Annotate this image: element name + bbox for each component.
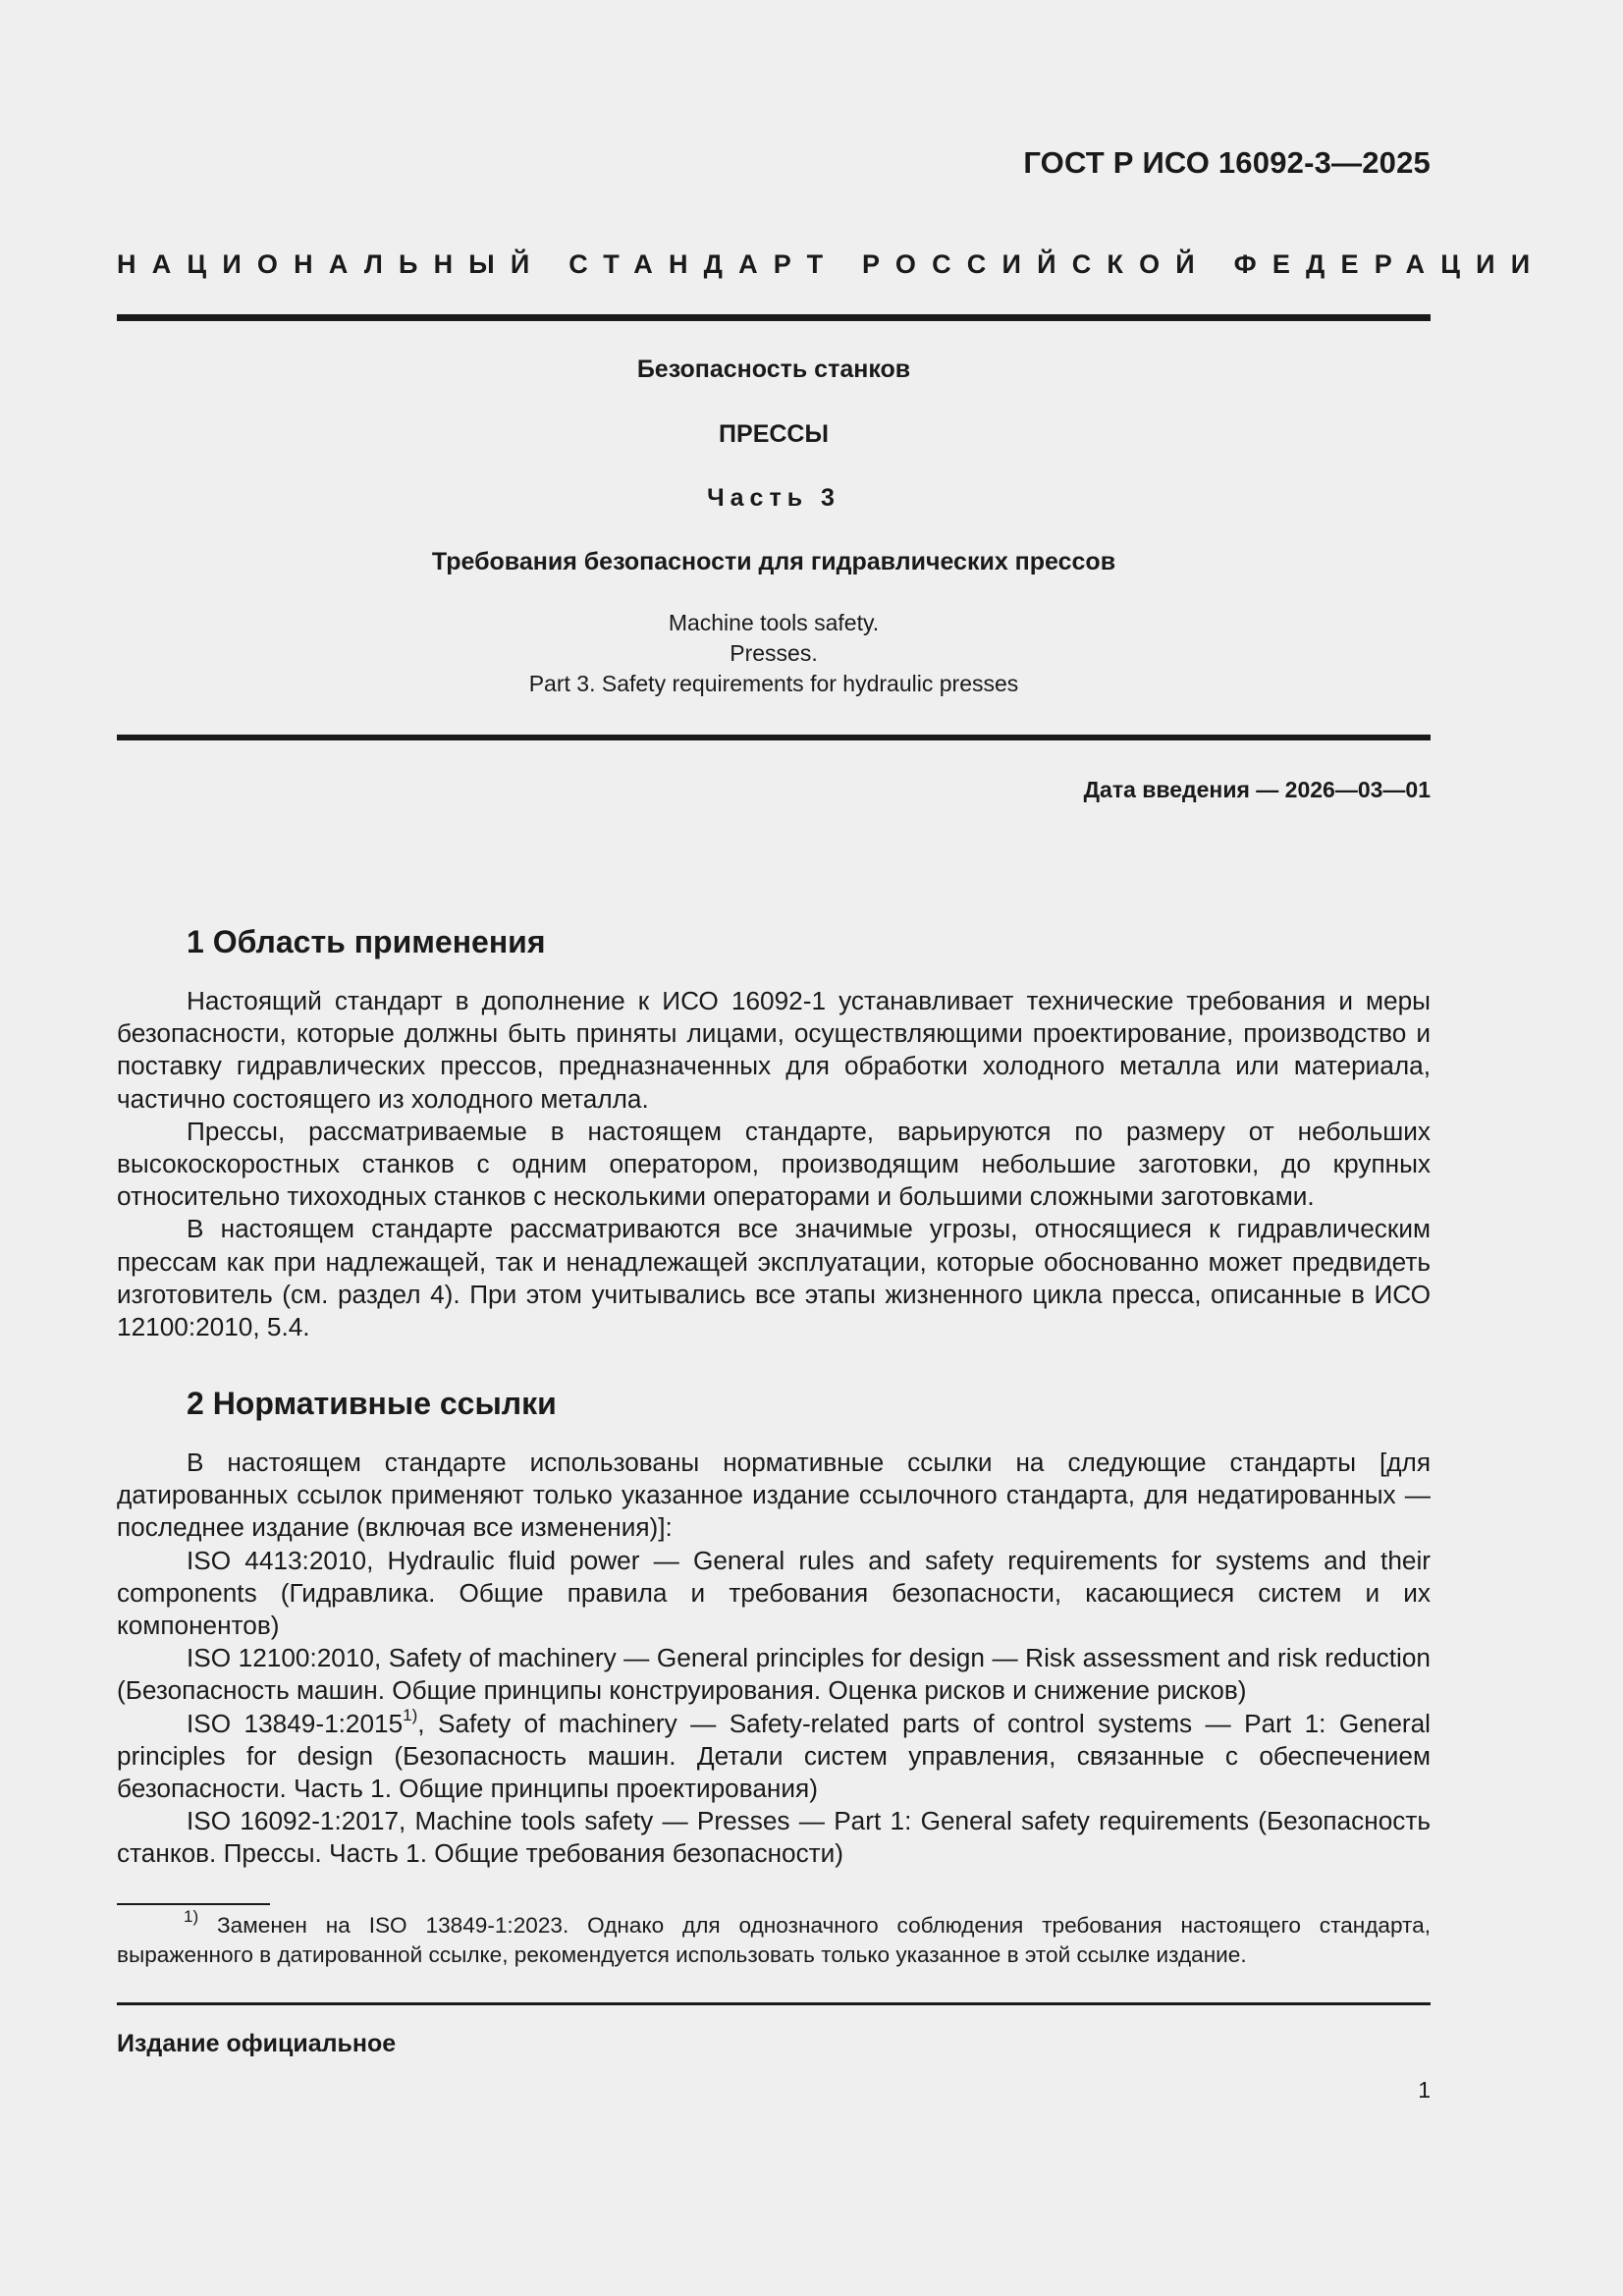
top-rule: [117, 314, 1431, 321]
title-line-3: Часть 3: [707, 484, 840, 512]
english-title-line-2: Presses.: [730, 640, 818, 666]
title-line-2: ПРЕССЫ: [719, 420, 829, 448]
footnote-separator: [117, 1903, 270, 1905]
page-number: 1: [1418, 2077, 1431, 2103]
paragraph: В настоящем стандарте рассматриваются все значимые угрозы, относящиеся к гидравлическим прессам как при надлежащей, так и ненадлежащей эксплуатации, которые обоснованно может предвидеть изготовитель (см. раздел 4). При этом учитывались все этапы жизненного цикла пресса, описанные в ИСО 12100:2010, 5.4.: [117, 1214, 1431, 1342]
section-1-title: 1 Область применения: [187, 924, 546, 959]
title-line-4: Требования безопасности для гидравлических прессов: [431, 548, 1116, 575]
paragraph: В настоящем стандарте использованы нормативные ссылки на следующие стандарты [для датированных ссылок применяют только указанное издание ссылочного стандарта, для недатированных — последнее издание (включая все изменения)]:: [117, 1448, 1431, 1543]
english-title-line-3: Part 3. Safety requirements for hydraulic presses: [528, 671, 1019, 696]
reference-item: ISO 4413:2010, Hydraulic fluid power — General rules and safety requirements for systems and their components (Гидравлика. Общие правила и требования безопасности, касающиеся систем и их компонентов): [117, 1545, 1431, 1641]
national-standard-heading: НАЦИОНАЛЬНЫЙ СТАНДАРТ РОССИЙСКОЙ ФЕДЕРАЦИИ: [117, 249, 1546, 279]
footnote-mark: 1): [184, 1907, 199, 1927]
title-line-1: Безопасность станков: [636, 355, 911, 383]
introduction-date: Дата введения — 2026—03—01: [1083, 777, 1431, 802]
section-1-body: [117, 985, 1431, 1343]
footnote-ref: 1): [403, 1705, 418, 1724]
footnote-text: Заменен на ISO 13849-1:2023. Однако для однозначного соблюдения требования настоящего стандарта, выраженного в датированной ссылке, рекомендуется использовать только указанное в этой ссылке издание.: [117, 1913, 1431, 1967]
reference-item: [117, 1705, 1431, 1806]
reference-text: , Safety of machinery — Safety-related parts of control systems — Part 1: General principles for design (Безопасность машин. Детали систем управления, связанные с обеспечением безопасности. Часть 1. Общие принципы проектирования): [117, 1708, 1431, 1804]
standard-designation: ГОСТ Р ИСО 16092-3—2025: [1023, 145, 1431, 180]
paragraph: Настоящий стандарт в дополнение к ИСО 16092-1 устанавливает технические требования и меры безопасности, которые должны быть приняты лицами, осуществляющими проектирование, производство и поставку гидравлических прессов, предназначенных для обработки холодного металла или материала, частично состоящего из холодного металла.: [117, 986, 1431, 1114]
paragraph: Прессы, рассматриваемые в настоящем стандарте, варьируются по размеру от небольших высокоскоростных станков с одним оператором, производящим небольшие заготовки, до крупных относительно тихоходных станков с несколькими операторами и большими сложными заготовками.: [117, 1116, 1431, 1212]
reference-code: ISO 13849-1:2015: [187, 1708, 404, 1738]
footnote: [117, 1907, 1431, 1970]
english-title-line-1: Machine tools safety.: [668, 610, 880, 635]
footer-rule: [117, 2002, 1431, 2005]
title-bottom-rule: [117, 735, 1431, 740]
reference-item: ISO 16092-1:2017, Machine tools safety — Presses — Part 1: General safety requirements (Безопасность станков. Прессы. Часть 1. Общие требования безопасности): [117, 1806, 1431, 1869]
reference-item: ISO 12100:2010, Safety of machinery — General principles for design — Risk assessment and risk reduction (Безопасность машин. Общие принципы конструирования. Оценка рисков и снижение рисков): [117, 1643, 1431, 1706]
english-title: [117, 608, 1431, 699]
section-2-title: 2 Нормативные ссылки: [187, 1386, 557, 1421]
section-2-body: [117, 1447, 1431, 1871]
official-edition-label: Издание официальное: [117, 2030, 397, 2057]
